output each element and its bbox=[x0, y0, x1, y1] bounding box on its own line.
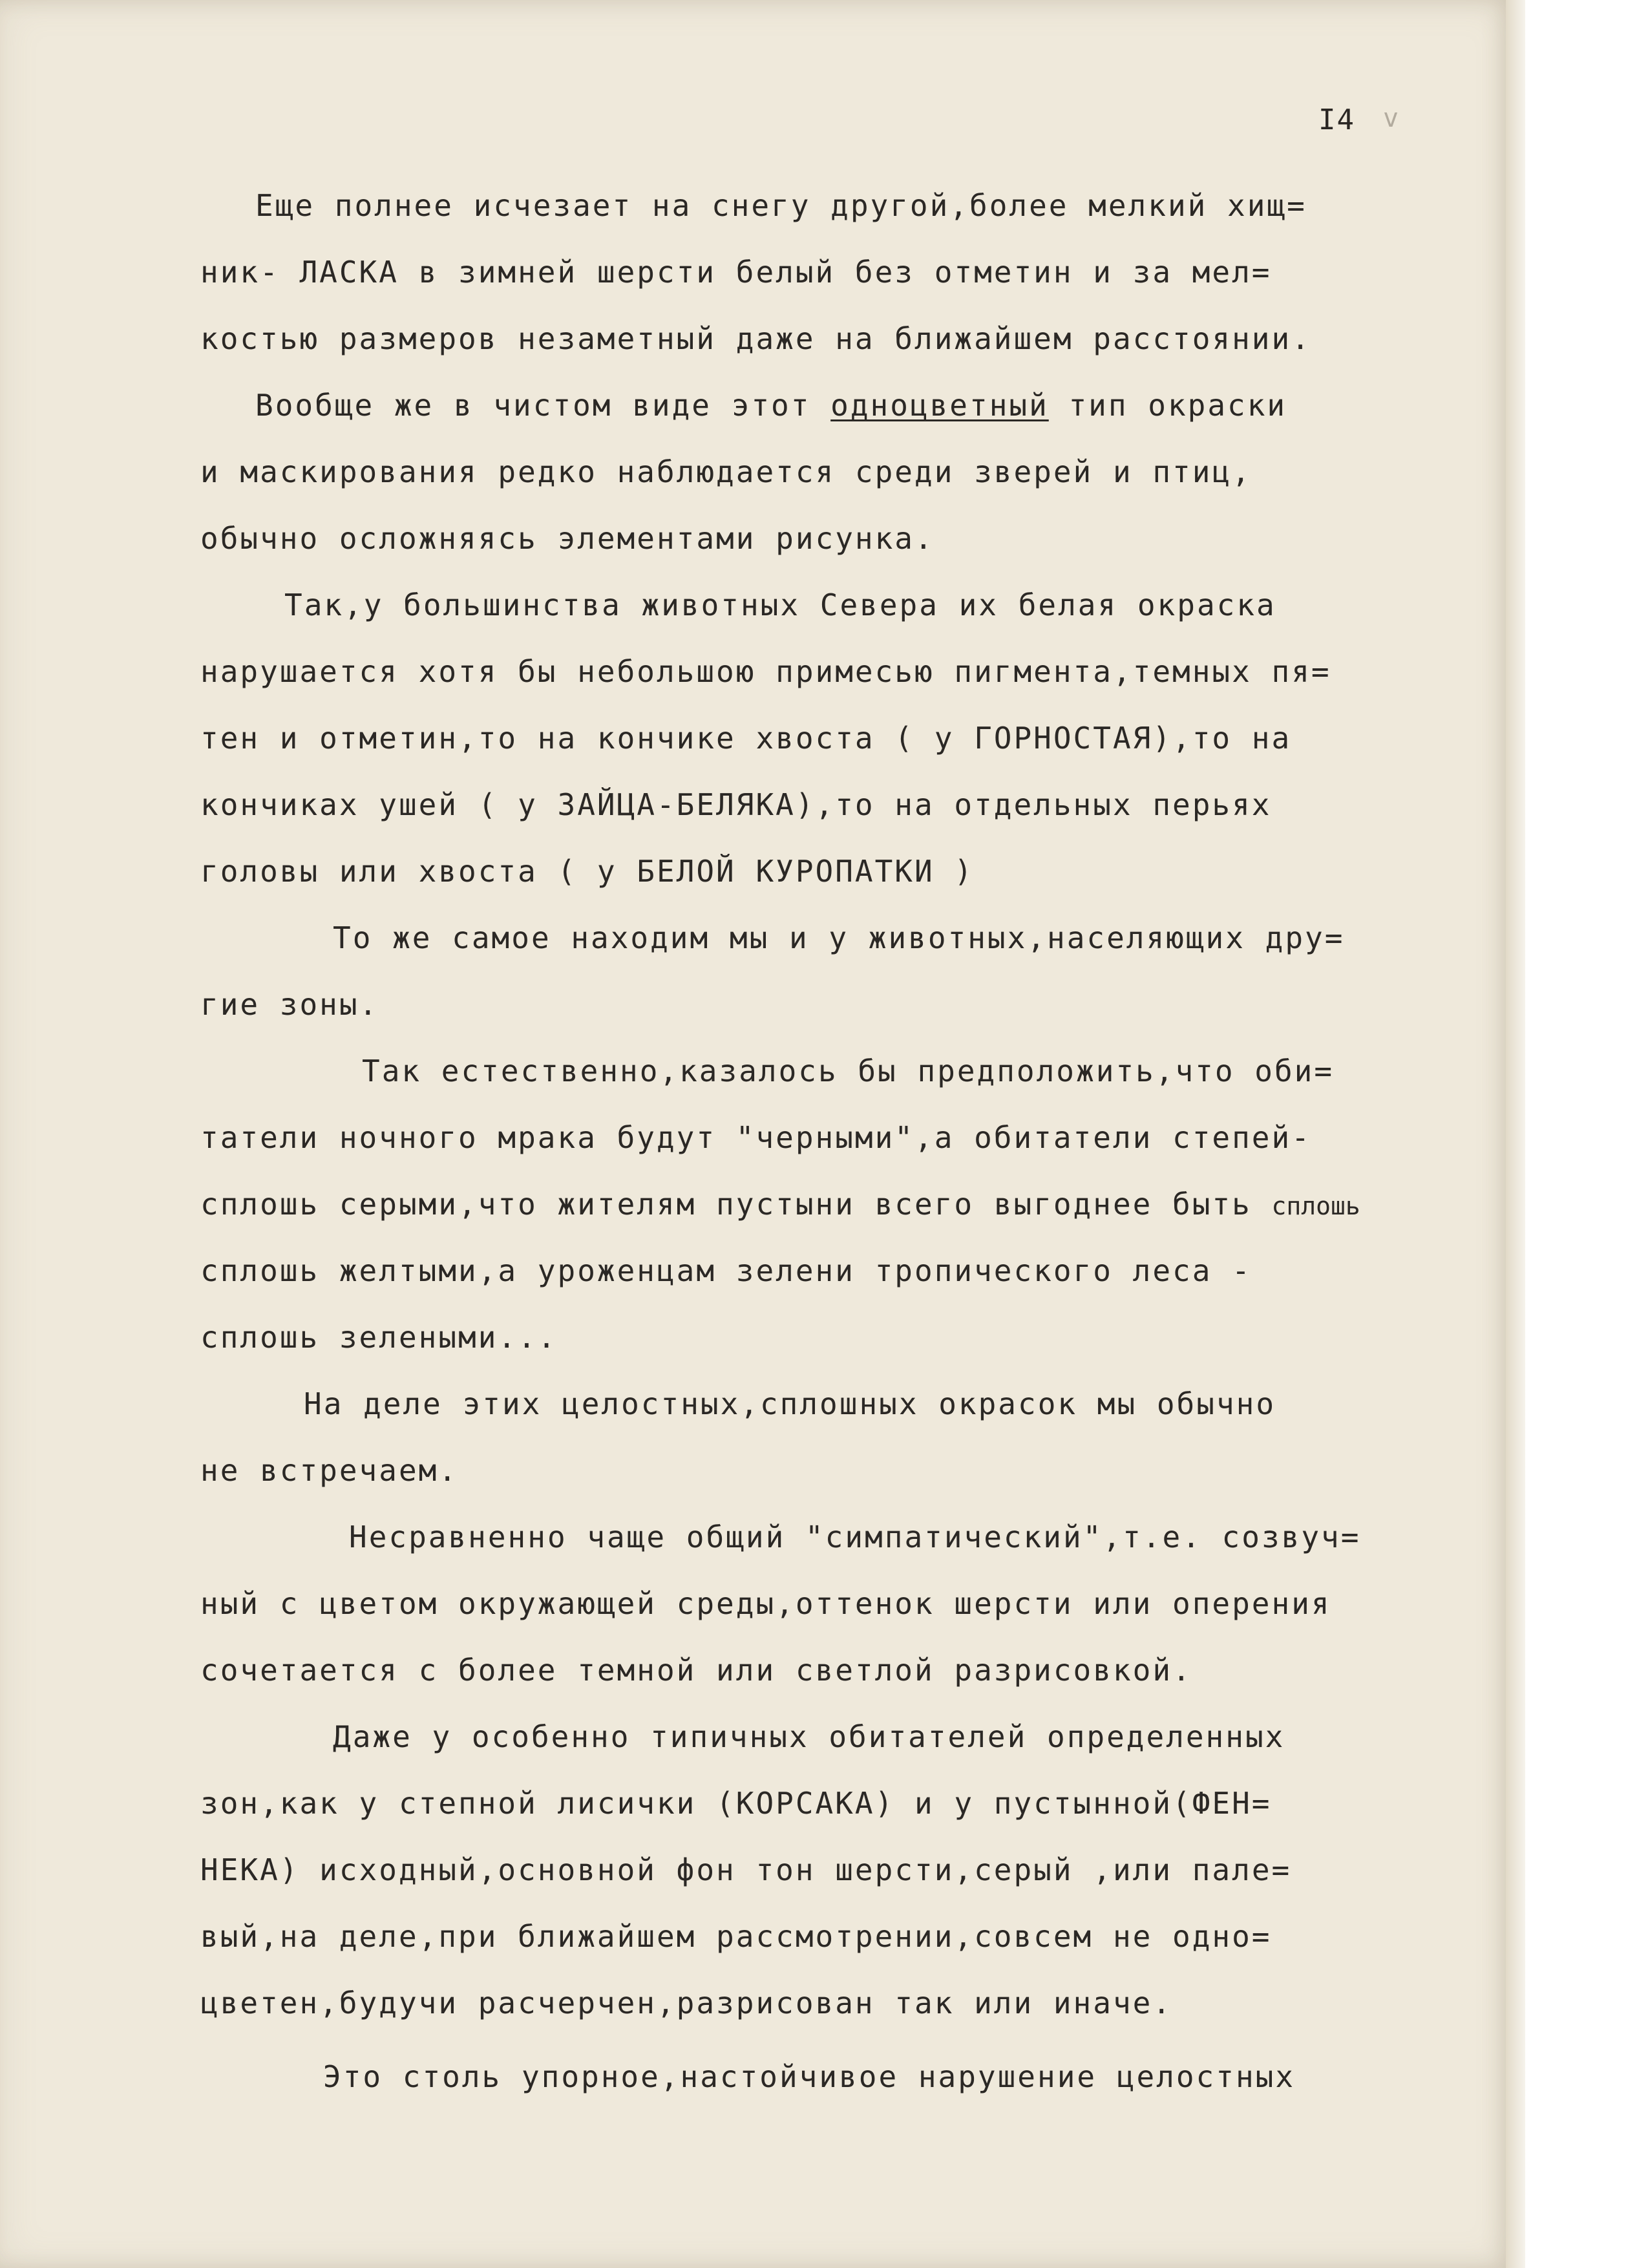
struck-word: фон bbox=[676, 1852, 736, 1887]
text-segment: тон шерсти,серый ,или пале= bbox=[735, 1852, 1292, 1887]
text-line: татели ночного мрака будут "черными",а обитатели степей- bbox=[200, 1120, 1311, 1155]
text-line bbox=[255, 388, 1287, 423]
text-line: костью размеров незаметный даже на ближайшем расстоянии. bbox=[200, 321, 1311, 356]
text-line: головы или хвоста ( у БЕЛОЙ КУРОПАТКИ ) bbox=[200, 854, 975, 889]
text-line: Так,у большинства животных Севера их белая окраска bbox=[284, 588, 1276, 622]
text-line: не встречаем. bbox=[200, 1453, 459, 1488]
text-line: Несравненно чаще общий "симпатический",т.е. созвуч= bbox=[349, 1520, 1361, 1554]
text-line: ный с цветом окружающей среды,оттенок шерсти или оперения bbox=[200, 1586, 1331, 1621]
text-line: гие зоны. bbox=[200, 987, 379, 1022]
corner-mark: v bbox=[1383, 103, 1399, 133]
text-line bbox=[200, 1187, 1360, 1222]
text-line: Даже у особенно типичных обитателей определенных bbox=[333, 1719, 1285, 1754]
text-line: зон,как у степной лисички (КОРСАКА) и у пустынной(ФЕН= bbox=[200, 1786, 1272, 1821]
text-line: сплошь зелеными... bbox=[200, 1320, 558, 1355]
text-line: вый,на деле,при ближайшем рассмотрении,совсем не одно= bbox=[200, 1919, 1272, 1954]
text-line: обычно осложняясь элементами рисунка. bbox=[200, 521, 935, 556]
text-line bbox=[200, 1852, 1292, 1887]
text-line: кончиках ушей ( у ЗАЙЦА-БЕЛЯКА),то на отдельных перьях bbox=[200, 787, 1272, 822]
page-number: I4 bbox=[1318, 103, 1355, 136]
text-line: сочетается с более темной или светлой разрисовкой. bbox=[200, 1653, 1192, 1688]
text-segment: Вообще же в чистом виде этот bbox=[255, 388, 831, 423]
text-line: тен и отметин,то на кончике хвоста ( у ГОРНОСТАЯ),то на bbox=[200, 721, 1292, 756]
text-segment: НЕКА) исходный,основной bbox=[200, 1852, 677, 1887]
text-line: и маскирования редко наблюдается среди зверей и птиц, bbox=[200, 454, 1252, 489]
text-line: ник- ЛАСКА в зимней шерсти белый без отметин и за мел= bbox=[200, 255, 1272, 290]
text-line: нарушается хотя бы небольшою примесью пигмента,темных пя= bbox=[200, 654, 1331, 689]
text-line: сплошь желтыми,а уроженцам зелени тропического леса - bbox=[200, 1253, 1252, 1288]
underlined-word: одноцветный bbox=[830, 388, 1049, 423]
struck-word: сплошь bbox=[1271, 1192, 1360, 1220]
text-segment: тип окраски bbox=[1048, 388, 1287, 423]
text-line: Так естественно,казалось бы предположить,что оби= bbox=[362, 1054, 1335, 1088]
text-line: Это столь упорное,настойчивое нарушение целостных bbox=[323, 2059, 1296, 2094]
text-line: Еще полнее исчезает на снегу другой,более мелкий хищ= bbox=[255, 188, 1307, 223]
text-segment: сплошь серыми,что жителям пустыни всего выгоднее быть bbox=[200, 1187, 1272, 1222]
text-line: То же самое находим мы и у животных,населяющих дру= bbox=[333, 920, 1345, 955]
text-line: цветен,будучи расчерчен,разрисован так или иначе. bbox=[200, 1986, 1173, 2020]
text-line: На деле этих целостных,сплошных окрасок мы обычно bbox=[304, 1386, 1276, 1421]
